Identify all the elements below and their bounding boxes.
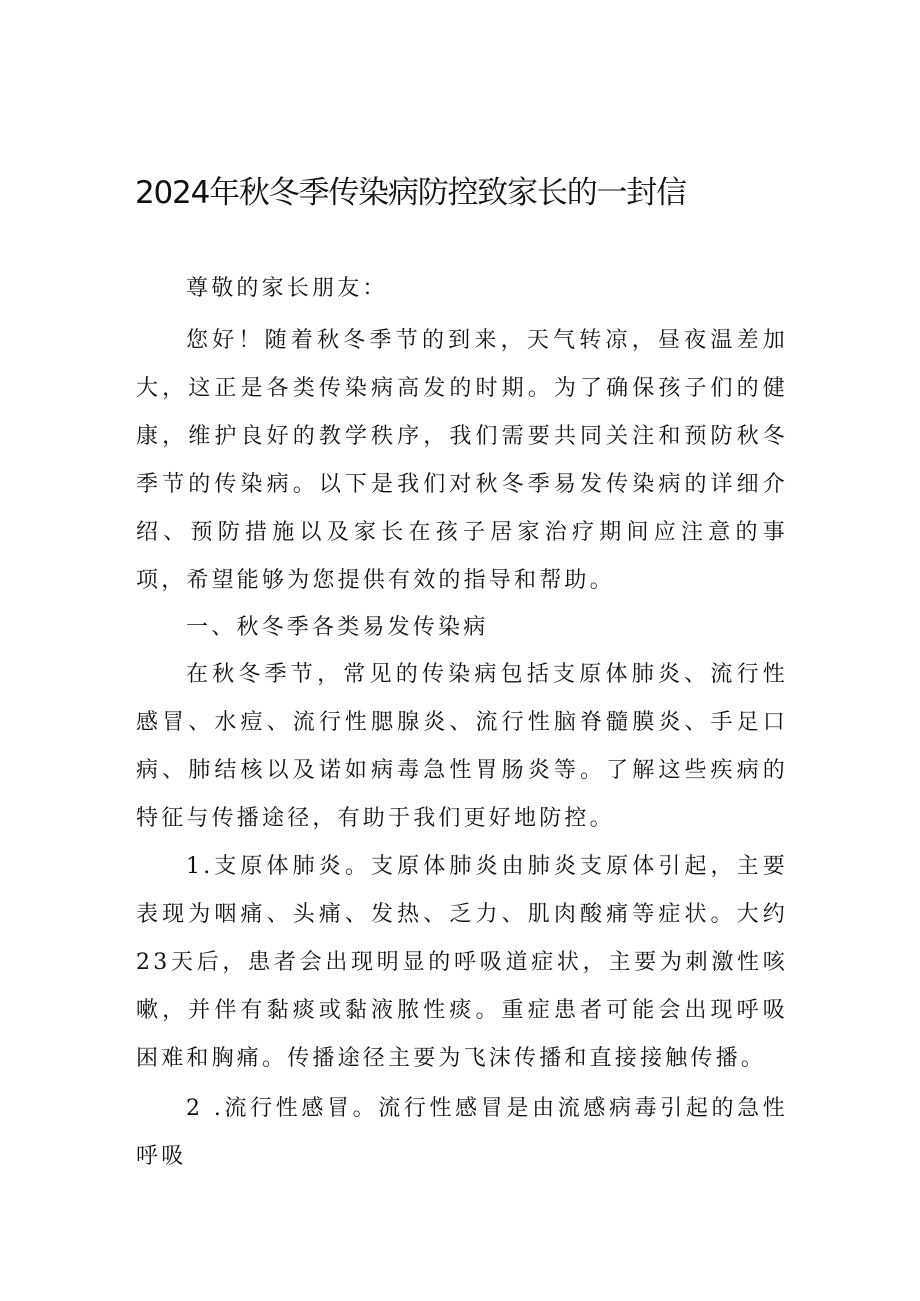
section-paragraph: 在秋冬季节，常见的传染病包括支原体肺炎、流行性感冒、水痘、流行性腮腺炎、流行性脑脊髓膜炎、手足口病、肺结核以及诺如病毒急性胃肠炎等。了解这些疾病的特征与传播途径，有助于我们更好地防控。 bbox=[136, 662, 788, 831]
list-item-influenza: 2 .流行性感冒。流行性感冒是由流感病毒引起的急性呼吸 bbox=[136, 1096, 788, 1169]
intro-paragraph: 您好！随着秋冬季节的到来，天气转凉，昼夜温差加大，这正是各类传染病高发的时期。为了确保孩子们的健康，维护良好的教学秩序，我们需要共同关注和预防秋冬季节的传染病。以下是我们对秋冬季易发传染病的详细介绍、预防措施以及家长在孩子居家治疗期间应注意的事项，希望能够为您提供有效的指导和帮助。 bbox=[136, 328, 788, 593]
document-title: 2024年秋冬季传染病防控致家长的一封信 bbox=[135, 175, 686, 211]
greeting: 尊敬的家长朋友： bbox=[186, 276, 388, 301]
list-item-mycoplasma: 1.支原体肺炎。支原体肺炎由肺炎支原体引起，主要表现为咽痛、头痛、发热、乏力、肌肉酸痛等症状。大约23天后，患者会出现明显的呼吸道症状，主要为刺激性咳嗽，并伴有黏痰或黏液脓性痰。重症患者可能会出现呼吸困难和胸痛。传播途径主要为飞沫传播和直接接触传播。 bbox=[136, 854, 788, 1071]
section-heading: 一、秋冬季各类易发传染病 bbox=[186, 615, 489, 640]
